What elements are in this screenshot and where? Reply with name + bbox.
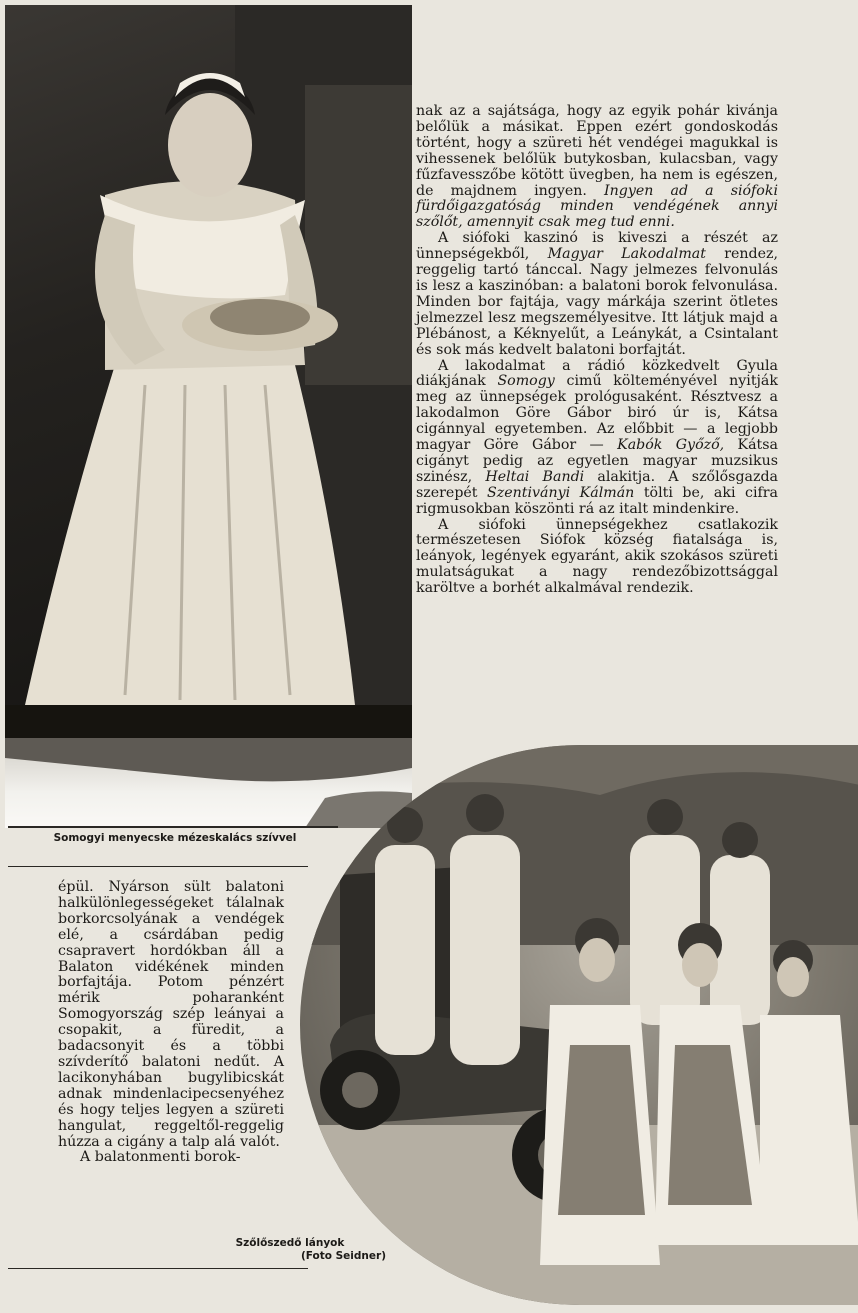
paragraph [416, 231, 778, 358]
article-column-right [416, 104, 778, 597]
paragraph-italic: Magyar Lakodalmat [547, 246, 706, 263]
caption-rule-top [8, 826, 338, 828]
paragraph-text: tölti be, aki cifra rigmusokban köszönti rá az italt mindenkire. [416, 484, 778, 517]
paragraph-italic: Ingyen ad a siófoki fürdőigazgatóság minden vendégének annyi szőlőt, amennyit csak meg tud enni. [416, 182, 778, 231]
photo-bride-with-honey-cake [5, 5, 412, 738]
paragraph-text: cimű költeményével nyitják meg az ünnepségek prológusaként. Résztvesz a lakodalmon Göre Gábor biró úr is, Kátsa cigánnyal egyetemben. Az előbbit — a legjobb magyar Göre Gábor — [416, 373, 778, 454]
paragraph-italic: Somogy [497, 373, 555, 390]
paragraph-text: rendez, reggelig tartó tánccal. Nagy jelmezes felvonulás is lesz a kaszinóban: a balatoni borok felvonulása. Minden bor fajtája, vagy márkája szerint ötletes jelmezzel lesz megszemélyesitve. Itt látjuk majd a Plébánost, a Kéknyelűt, a Leánykát, a Csintalant és sok más kedvelt balatoni borfajtát. [416, 246, 779, 358]
paragraph [58, 1150, 284, 1166]
caption-rule-bottom [8, 866, 308, 867]
paragraph [416, 359, 778, 518]
paragraph [416, 518, 778, 598]
article-column-left [58, 880, 284, 1166]
paragraph-italic: Heltai Bandi [485, 468, 585, 485]
paragraph-italic: Szentiványi Kálmán [487, 484, 635, 501]
paragraph-text: A siófoki kaszinó is kiveszi a részét az ünnepségekből, [416, 230, 778, 263]
paragraph-text: A lakodalmat a rádió közkedvelt Gyula diákjának [416, 357, 778, 390]
paragraph [58, 880, 284, 1150]
photo-credit: (Foto Seidner) [300, 1250, 386, 1262]
paragraph [416, 104, 778, 231]
paragraph-text: Kátsa cigányt pedig az egyetlen magyar muzsikus szinész, [416, 437, 778, 485]
caption-girls-title: Szőlőszedő lányok [235, 1237, 345, 1249]
paragraph-text: alakitja. A szőlősgazda szerepét [416, 468, 778, 501]
paragraph-italic: Kabók Győző, [617, 437, 725, 454]
girls-and-car-illustration [300, 745, 858, 1305]
paragraph-text: épül. Nyárson sült balatoni halkülönlegességeket tálalnak borkorcsolyának a vendégek elé, a csárdában pedig csapravert hordókban áll a Balaton vidékének minden borfajtája. Potom pénzért mérik poharanként Somogyország szép leányai a csopakit, a füredit, a badacsonyit és a többi szívderítő balatoni nedűt. A lacikonyhában bugylibicskát adnak mindenlacipecsenyéhez és hogy teljes legyen a szüreti hangulat, reggeltől-reggelig húzza a cigány a talp alá valót. [58, 879, 284, 1150]
page-bottom-rule [8, 1268, 308, 1269]
bride-figure-illustration [5, 5, 412, 738]
paragraph-text: A balatonmenti borok- [80, 1149, 241, 1166]
caption-bride: Somogyi menyecske mézeskalács szívvel [53, 832, 297, 844]
photo-grape-picker-girls [300, 745, 858, 1305]
paragraph-text: A siófoki ünnepségekhez csatlakozik természetesen Siófok község fiatalsága is, leányok, legények egyaránt, akik szokásos szüreti mulatságukat a nagy rendezőbizottsággal karöltve a borhét alkalmával rendezik. [416, 516, 778, 597]
caption-girls [150, 1237, 430, 1263]
paragraph-text: nak az a sajátsága, hogy az egyik pohár kivánja belőlük a másikat. Eppen ezért gondoskodás történt, hogy a szüreti hét vendégei magukkal is vihessenek belőlük butykosban, kulacsban, vagy fűzfavesszőbe kötött üvegben, ha nem is egészen, de majdnem ingyen. [416, 103, 778, 199]
